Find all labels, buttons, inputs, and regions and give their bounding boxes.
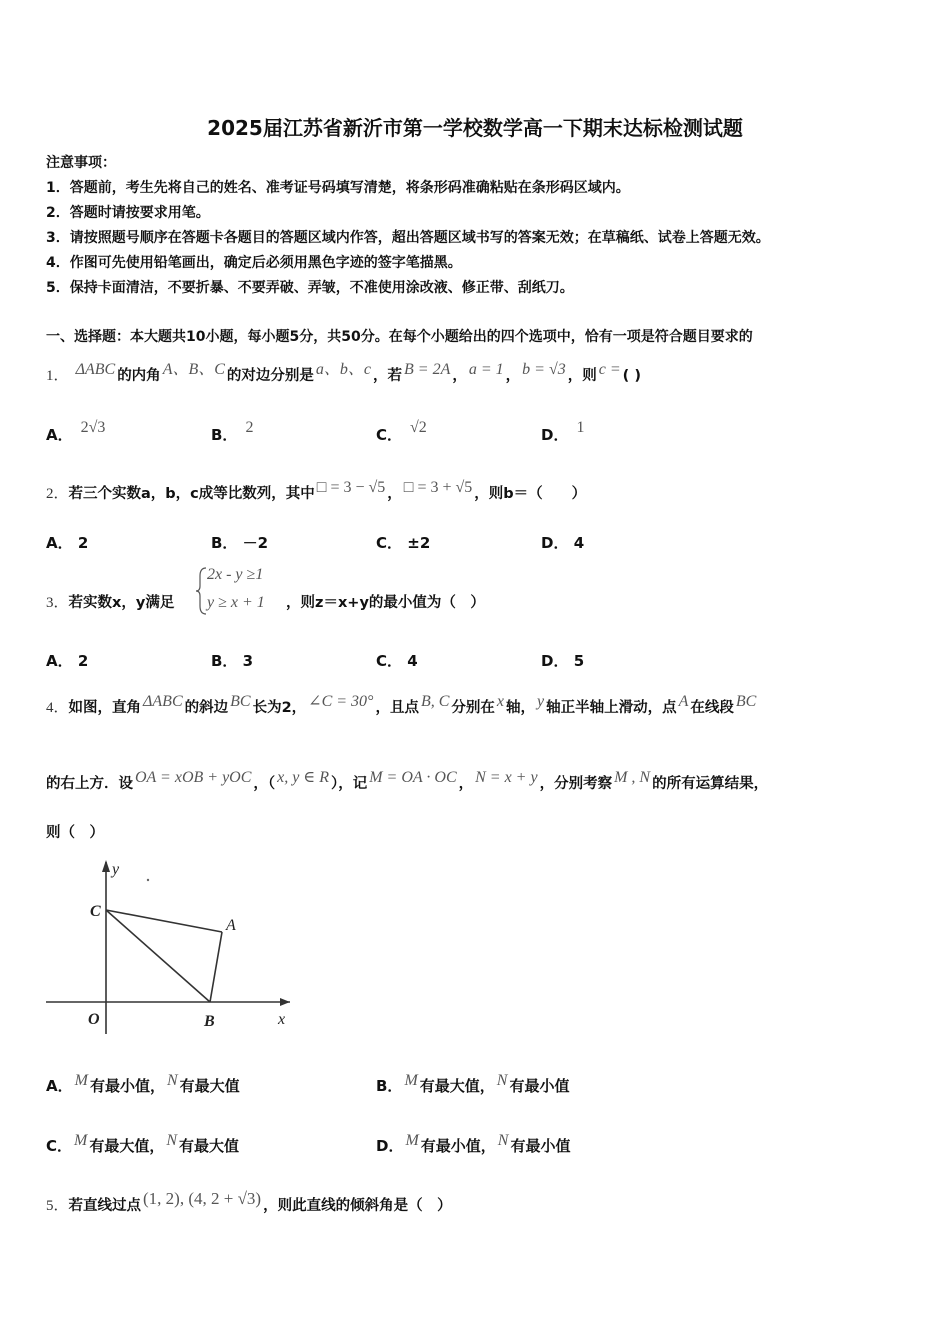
question-number: 1． <box>46 368 69 384</box>
math: M <box>74 1132 88 1149</box>
math: N <box>166 1072 178 1089</box>
option-label: C． <box>376 426 403 444</box>
text: 有最小值， <box>89 1077 165 1095</box>
text: ， <box>387 486 402 502</box>
option-value: －2 <box>242 534 269 552</box>
note-item: 1．答题前，考生先将自己的姓名、准考证号码填写清楚，将条形码准确粘贴在条形码区域内。 <box>46 180 630 196</box>
math: M = OA · OC <box>369 769 457 786</box>
option-a[interactable] <box>46 532 88 553</box>
math: ΔABC <box>75 361 116 378</box>
segment-ab <box>210 932 222 1002</box>
option-label: B． <box>211 426 238 444</box>
math: (1, 2), (4, 2 + √3) <box>143 1189 262 1208</box>
option-label: A． <box>46 534 73 552</box>
option-c[interactable] <box>376 532 430 553</box>
x-axis-arrow <box>280 998 290 1006</box>
math: N = x + y <box>475 769 538 786</box>
text: ，若 <box>373 368 403 384</box>
option-a[interactable] <box>46 650 88 671</box>
text: 在线段 <box>690 700 734 716</box>
text: 如图，直角 <box>68 700 142 716</box>
option-b[interactable] <box>211 532 268 553</box>
question-2 <box>46 479 587 503</box>
option-value: 4 <box>573 534 585 552</box>
option-label: C． <box>46 1137 73 1155</box>
inequality-1: 2x - y ≥1 <box>207 566 264 583</box>
text: ，则b＝（ ） <box>474 486 587 502</box>
note-item: 2．答题时请按要求用笔。 <box>46 205 210 221</box>
label-o: O <box>88 1011 100 1028</box>
page-title: 2025届江苏省新沂市第一学校数学高一下期末达标检测试题 <box>207 116 743 140</box>
math: OA = xOB + yOC <box>135 769 252 786</box>
text: ， <box>452 368 467 384</box>
text: 有最大值 <box>179 1077 240 1095</box>
option-a[interactable] <box>46 419 106 445</box>
math: B = 2A <box>404 361 451 378</box>
text: 的右上方．设 <box>46 776 133 792</box>
note-item: 5．保持卡面清洁，不要折暴、不要弄破、弄皱，不准使用涂改液、修正带、刮纸刀。 <box>46 280 574 296</box>
math: a = 1 <box>468 361 504 378</box>
text: ），记 <box>330 776 368 792</box>
option-c[interactable] <box>46 1132 240 1156</box>
option-label: D． <box>541 426 569 444</box>
math: ∠C = 30° <box>308 693 374 710</box>
text: 若实数x，y满足 <box>68 595 175 611</box>
math: M <box>404 1072 418 1089</box>
section-heading: 一、选择题：本大题共10小题，每小题5分，共50分。在每个小题给出的四个选项中，恰有一项是符合题目要求的 <box>46 329 753 345</box>
option-label: B． <box>211 534 238 552</box>
text: 若直线过点 <box>68 1198 142 1214</box>
text: 长为2， <box>252 700 307 716</box>
math: c = <box>598 361 621 378</box>
option-label: D． <box>541 652 569 670</box>
question-4-line-3: 则（ ） <box>46 825 104 841</box>
text: ， <box>458 776 474 792</box>
text: 分别在 <box>451 700 495 716</box>
math: b = √3 <box>522 361 566 378</box>
question-number: 2． <box>46 486 69 502</box>
question-3 <box>46 591 174 612</box>
option-value: 2 <box>77 652 89 670</box>
text: 的所有运算结果， <box>652 776 769 792</box>
option-c[interactable] <box>376 419 427 445</box>
math: BC <box>735 693 757 710</box>
math: x <box>496 693 505 710</box>
option-d[interactable] <box>541 650 584 671</box>
option-d[interactable] <box>541 532 584 553</box>
text: ，且点 <box>375 700 419 716</box>
note-item: 3．请按照题号顺序在答题卡各题目的答题区域内作答，超出答题区域书写的答案无效；在草稿纸、试卷上答题无效。 <box>46 230 770 246</box>
question-1 <box>46 362 641 385</box>
math: BC <box>230 693 251 710</box>
text: ， <box>505 368 521 384</box>
text: 轴， <box>506 700 536 716</box>
math: A <box>678 693 689 710</box>
text: ，则 <box>567 368 597 384</box>
segment-ca <box>106 910 222 932</box>
question-3-tail: ，则z＝x+y的最小值为（ ） <box>286 595 485 611</box>
question-4 <box>46 693 758 717</box>
option-label: C． <box>376 652 403 670</box>
text: 有最小值 <box>509 1077 570 1095</box>
text: 有最大值 <box>179 1137 240 1155</box>
option-label: B． <box>211 652 238 670</box>
question-4-line-2 <box>46 769 769 793</box>
label-a: A <box>226 917 236 934</box>
math: N <box>497 1132 509 1149</box>
math: □ = 3 − √5 <box>316 479 386 496</box>
label-c: C <box>90 903 101 920</box>
option-label: C． <box>376 534 403 552</box>
notes-heading: 注意事项： <box>46 155 116 171</box>
math: a、b、c <box>315 361 372 378</box>
note-item: 4．作图可先使用铅笔画出，确定后必须用黑色字迹的签字笔描黑。 <box>46 255 462 271</box>
option-value: 1 <box>576 419 585 436</box>
text: 有最小值 <box>510 1137 571 1155</box>
option-value: 2√3 <box>80 419 106 436</box>
option-label: D． <box>376 1137 404 1155</box>
option-value: 5 <box>573 652 585 670</box>
text: 的对边分别是 <box>226 368 314 384</box>
option-value: √2 <box>410 419 427 436</box>
math: y <box>537 693 545 710</box>
text: 有最大值， <box>89 1137 165 1155</box>
option-value: 2 <box>245 419 254 436</box>
text: 有最小值， <box>420 1137 496 1155</box>
text: 轴正半轴上滑动，点 <box>546 700 677 716</box>
math: ΔABC <box>143 693 183 710</box>
option-b[interactable] <box>376 1072 570 1096</box>
text: 若三个实数a，b，c成等比数列，其中 <box>68 486 315 502</box>
inequality-2: y ≥ x + 1 <box>207 594 265 611</box>
option-a[interactable] <box>46 1072 240 1096</box>
math: N <box>166 1132 178 1149</box>
option-label: A． <box>46 426 73 444</box>
option-d[interactable] <box>376 1132 571 1156</box>
text: 的内角 <box>117 368 161 384</box>
option-value: 3 <box>242 652 254 670</box>
y-axis-arrow <box>102 860 110 872</box>
triangle-figure <box>40 852 300 1042</box>
math: A、B、C <box>162 361 225 378</box>
label-y: y <box>112 861 120 878</box>
option-b[interactable] <box>211 419 254 445</box>
text: 的斜边 <box>184 700 229 716</box>
text: ，分别考察 <box>539 776 613 792</box>
math: x, y ∈ R <box>277 769 329 786</box>
option-label: A． <box>46 652 73 670</box>
math: □ = 3 + √5 <box>403 479 473 496</box>
option-label: A． <box>46 1077 73 1095</box>
label-x: x <box>278 1011 286 1028</box>
question-5 <box>46 1189 452 1215</box>
math: N <box>496 1072 508 1089</box>
question-number: 4． <box>46 700 69 716</box>
option-value: ±2 <box>407 534 431 552</box>
option-value: 2 <box>77 534 89 552</box>
question-number: 3． <box>46 595 69 611</box>
segment-cb <box>106 910 210 1002</box>
option-d[interactable] <box>541 419 585 445</box>
text: ( ) <box>622 368 641 384</box>
option-b[interactable] <box>211 650 253 671</box>
math: M <box>405 1132 419 1149</box>
math: M <box>74 1072 88 1089</box>
label-b: B <box>204 1013 215 1030</box>
text: 有最大值， <box>419 1077 495 1095</box>
option-value: 4 <box>407 652 418 670</box>
text: ，（ <box>253 776 276 792</box>
option-label: B． <box>376 1077 403 1095</box>
text: ，则此直线的倾斜角是（ ） <box>263 1198 452 1214</box>
option-c[interactable] <box>376 650 418 671</box>
math: B, C <box>420 693 450 710</box>
option-label: D． <box>541 534 569 552</box>
question-number: 5． <box>46 1198 69 1214</box>
math: M , N <box>614 769 651 786</box>
